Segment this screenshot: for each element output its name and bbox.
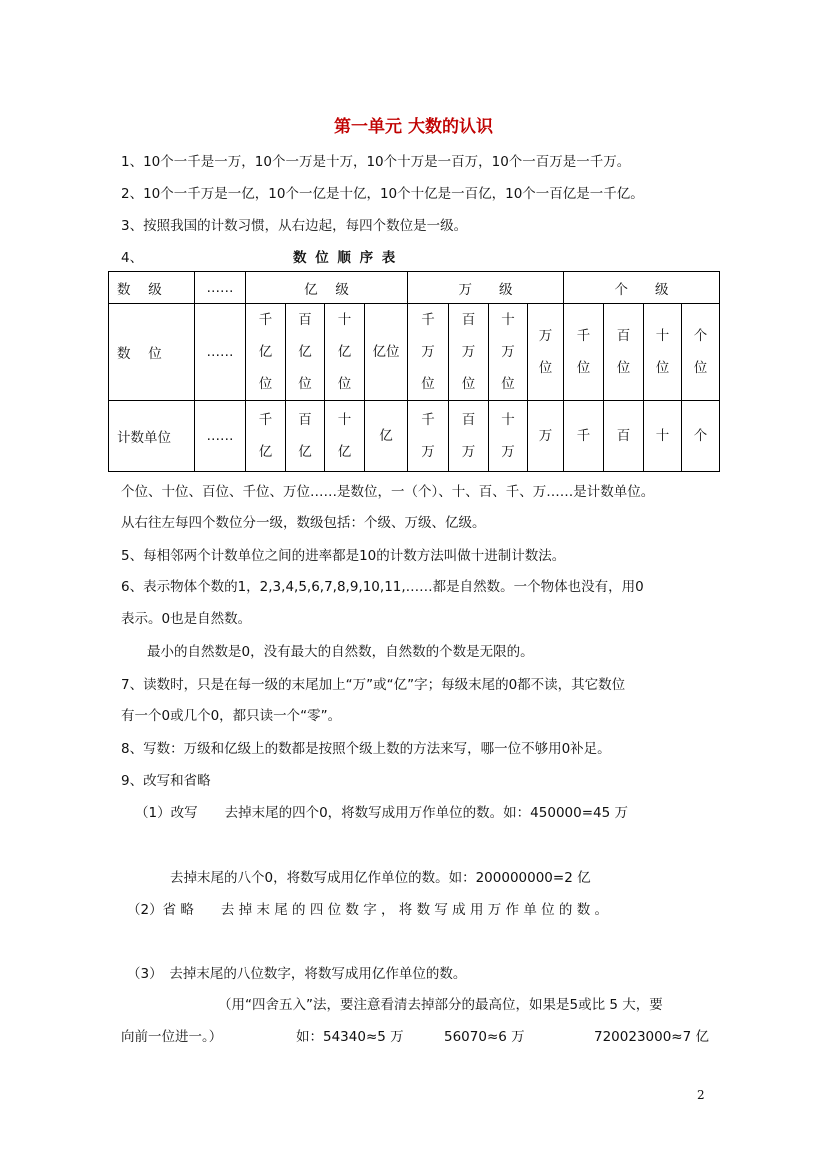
paragraph-6-note: 最小的自然数是0，没有最大的自然数，自然数的个数是无限的。 — [147, 644, 534, 660]
paragraph-5: 5、每相邻两个计数单位之间的进率都是10的计数方法叫做十进制计数法。 — [121, 548, 566, 564]
page-number: 2 — [697, 1088, 705, 1102]
wan-level-cell: 万 级 — [408, 272, 564, 304]
unit-cell: 千 — [576, 428, 591, 444]
paragraph-6: 6、表示物体个数的1，2,3,4,5,6,7,8,9,10,11,……都是自然数。一个物体也没有，用0 — [121, 579, 644, 595]
paragraph-9-3: （3） 去掉末尾的八位数字，将数写成用亿作单位的数。 — [127, 966, 467, 982]
unit-cell: 百 — [616, 428, 631, 444]
paragraph-9-4: （用“四舍五入”法，要注意看清去掉部分的最高位，如果是5或比 5 大，要 — [218, 997, 663, 1013]
paragraph-7-cont: 有一个0或几个0，都只读一个“零”。 — [121, 708, 342, 724]
unit-cell: 百 亿 — [298, 412, 312, 460]
ge-level-cell: 个 级 — [564, 272, 720, 304]
place-cell: 亿位 — [372, 344, 400, 360]
yi-level-cell: 亿 级 — [246, 272, 408, 304]
ellipsis-cell: …… — [195, 304, 246, 401]
place-cell: 千 亿 位 — [258, 312, 273, 392]
place-cell: 百 位 — [616, 328, 631, 376]
place-cell: 十 万 位 — [501, 312, 515, 392]
paragraph-8: 8、写数：万级和亿级上的数都是按照个级上数的方法来写，哪一位不够用0补足。 — [121, 741, 611, 757]
unit-cell: 个 — [693, 428, 708, 444]
paragraph-9: 9、改写和省略 — [121, 773, 211, 789]
unit-cell: 千 亿 — [258, 412, 273, 460]
row-label: 数 级 — [109, 272, 195, 304]
place-cell: 十 位 — [655, 328, 670, 376]
place-cell: 个 位 — [693, 328, 708, 376]
place-value-table — [108, 271, 720, 472]
unit-cell: 亿 — [379, 428, 393, 444]
place-cell: 万 位 — [538, 328, 553, 376]
example-2: 56070≈6 万 — [444, 1029, 525, 1045]
paragraph-9-5: 向前一位进一。） — [121, 1029, 223, 1045]
paragraph-9-2: （2）省 略 去 掉 末 尾 的 四 位 数 字 ， 将 数 写 成 用 万 作 单 位 的 数 。 — [127, 902, 608, 918]
ellipsis-cell: …… — [195, 272, 246, 304]
paragraph-2: 2、10个一千万是一亿，10个一亿是十亿，10个十亿是一百亿，10个一百亿是一千亿。 — [121, 186, 644, 202]
page-title: 第一单元 大数的认识 — [334, 117, 493, 137]
unit-cell: 十 亿 — [337, 412, 352, 460]
unit-cell: 万 — [538, 428, 553, 444]
example-1: 如：54340≈5 万 — [296, 1029, 404, 1045]
level-note: 从右往左每四个数位分一级，数级包括：个级、万级、亿级。 — [121, 515, 486, 531]
paragraph-6-cont: 表示。0也是自然数。 — [121, 611, 252, 627]
paragraph-9-1-b: 去掉末尾的八个0，将数写成用亿作单位的数。如：200000000=2 亿 — [170, 870, 591, 886]
paragraph-4-number: 4、 — [121, 250, 144, 266]
row-label: 计数单位 — [109, 401, 195, 472]
ellipsis-cell: …… — [195, 401, 246, 472]
row-label: 数 位 — [109, 304, 195, 401]
place-unit-note: 个位、十位、百位、千位、万位……是数位，一（个）、十、百、千、万……是计数单位。 — [121, 484, 655, 500]
place-cell: 十 亿 位 — [337, 312, 352, 392]
paragraph-3: 3、按照我国的计数习惯，从右边起，每四个数位是一级。 — [121, 218, 468, 234]
place-cell: 千 位 — [576, 328, 591, 376]
unit-cell: 十 万 — [501, 412, 515, 460]
table-row — [109, 304, 720, 401]
paragraph-1: 1、10个一千是一万，10个一万是十万，10个十万是一百万，10个一百万是一千万。 — [121, 154, 631, 170]
table-row — [109, 401, 720, 472]
unit-cell: 百 万 — [461, 412, 476, 460]
table-row — [109, 272, 720, 304]
example-3: 720023000≈7 亿 — [594, 1029, 709, 1045]
paragraph-9-1: （1）改写 去掉末尾的四个0，将数写成用万作单位的数。如：450000=45 万 — [135, 805, 628, 821]
unit-cell: 千 万 — [421, 412, 435, 460]
table-caption: 数 位 顺 序 表 — [293, 250, 398, 266]
place-cell: 千 万 位 — [421, 312, 435, 392]
place-cell: 百 亿 位 — [298, 312, 312, 392]
paragraph-7: 7、读数时，只是在每一级的末尾加上“万”或“亿”字；每级末尾的0都不读，其它数位 — [121, 677, 626, 693]
unit-cell: 十 — [655, 428, 670, 444]
place-cell: 百 万 位 — [461, 312, 476, 392]
